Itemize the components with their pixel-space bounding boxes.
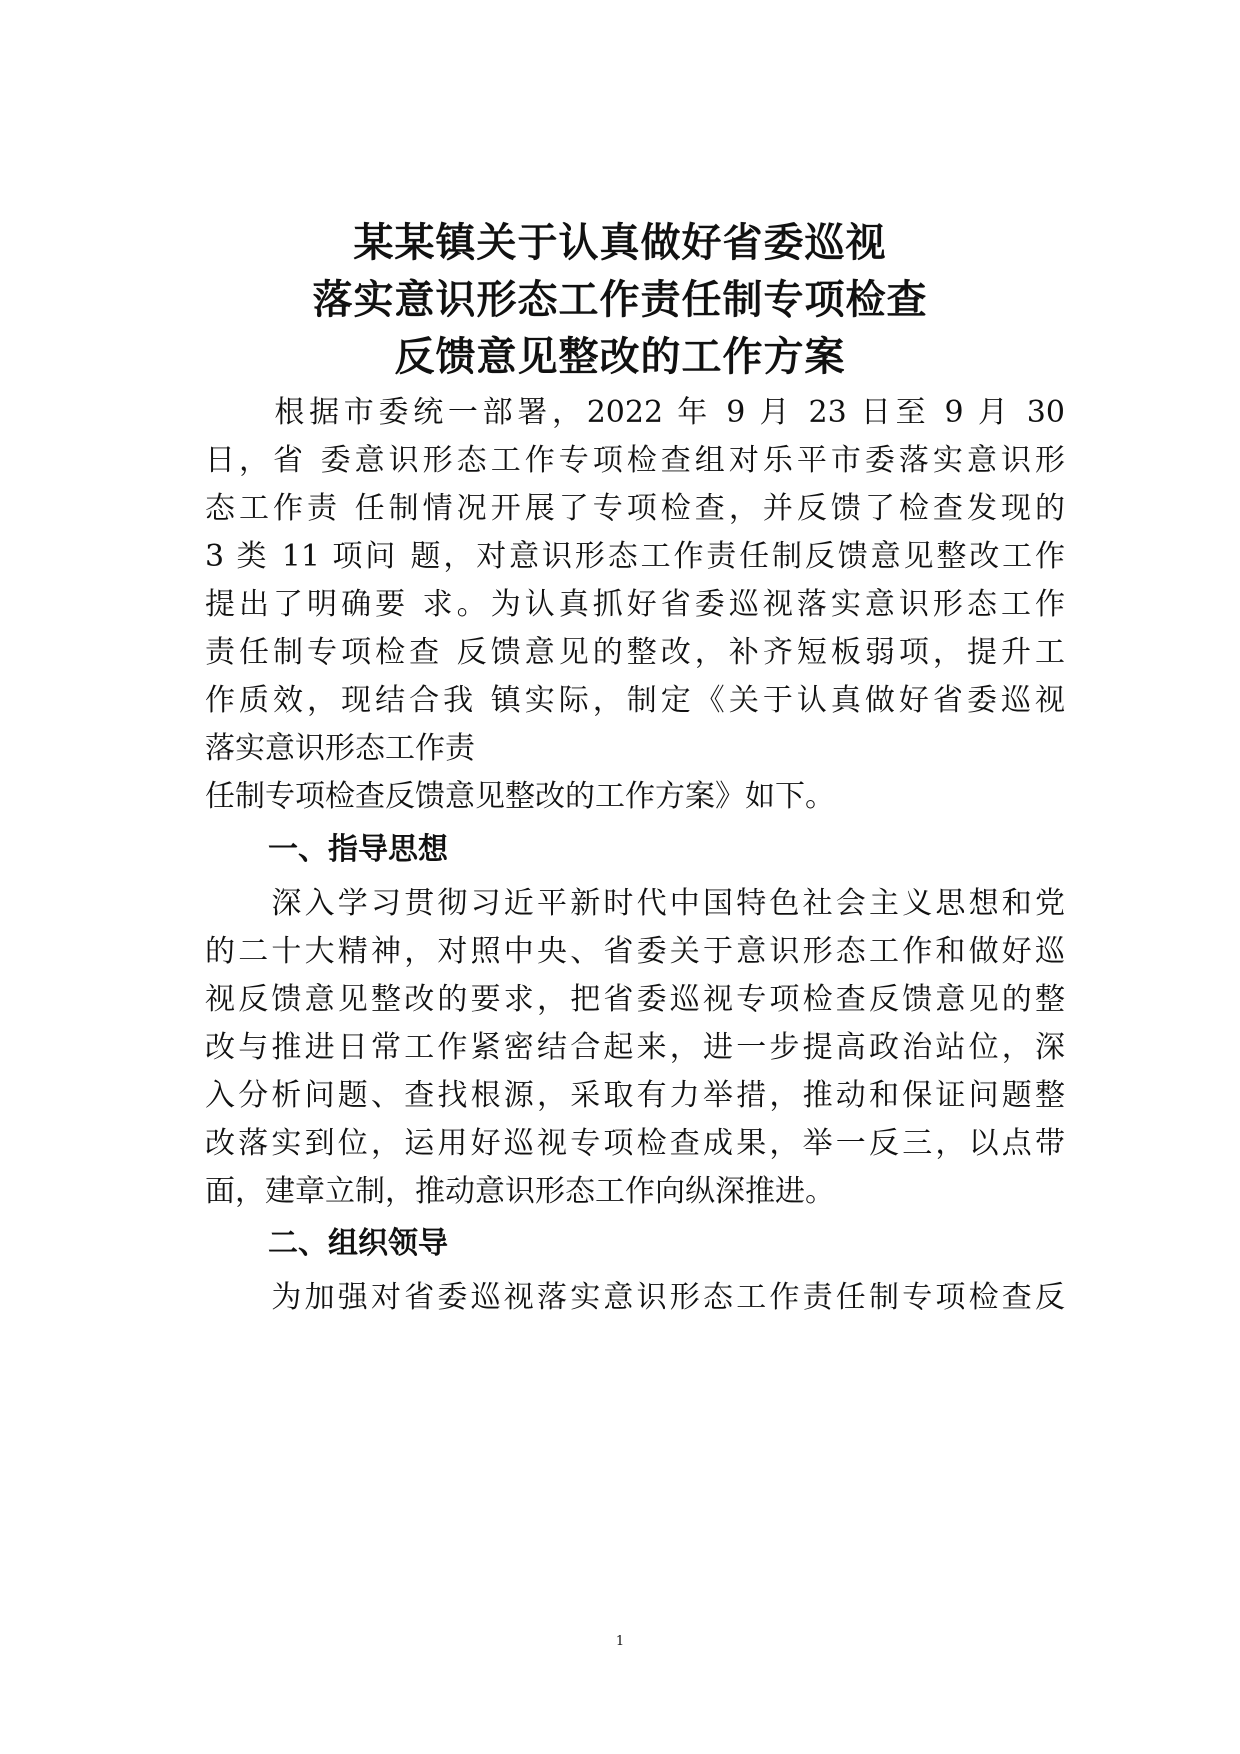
section-1-line: 改落实到位，运用好巡视专项检查成果，举一反三，以点带: [205, 1126, 1065, 1161]
intro-line: 日，省 委意识形态工作专项检查组对乐平市委落实意识形: [205, 443, 1065, 478]
section-1-line: 改与推进日常工作紧密结合起来，进一步提高政治站位，深: [205, 1030, 1065, 1065]
intro-line: 责任制专项检查 反馈意见的整改，补齐短板弱项，提升工: [205, 635, 1065, 670]
page-number: 1: [615, 1634, 625, 1649]
intro-line: 作质效，现结合我 镇实际，制定《关于认真做好省委巡视: [205, 683, 1065, 718]
section-1-line: 面，建章立制，推动意识形态工作向纵深推进。: [205, 1174, 835, 1209]
intro-line: 任制专项检查反馈意见整改的工作方案》如下。: [205, 779, 835, 814]
section-1-line: 的二十大精神，对照中央、省委关于意识形态工作和做好巡: [205, 934, 1065, 969]
section-heading-guiding-ideology: 一、指导思想: [268, 832, 448, 867]
intro-line: 3 类 11 项问 题，对意识形态工作责任制反馈意见整改工作: [205, 539, 1065, 574]
section-1-line: 入分析问题、查找根源，采取有力举措，推动和保证问题整: [205, 1078, 1065, 1113]
intro-line: 提出了明确要 求。为认真抓好省委巡视落实意识形态工作: [205, 587, 1065, 622]
section-1-line: 视反馈意见整改的要求，把省委巡视专项检查反馈意见的整: [205, 982, 1065, 1017]
section-1-line: 深入学习贯彻习近平新时代中国特色社会主义思想和党: [205, 886, 1065, 921]
intro-line: 态工作责 任制情况开展了专项检查，并反馈了检查发现的: [205, 491, 1065, 526]
document-title-line-3: 反馈意见整改的工作方案: [394, 334, 846, 380]
document-title-line-1: 某某镇关于认真做好省委巡视: [353, 220, 887, 266]
section-heading-organization-leadership: 二、组织领导: [268, 1226, 448, 1261]
intro-line: 根据市委统一部署，2022 年 9 月 23 日至 9 月 30: [205, 395, 1065, 430]
section-2-line: 为加强对省委巡视落实意识形态工作责任制专项检查反: [205, 1280, 1065, 1315]
document-title-line-2: 落实意识形态工作责任制专项检查: [312, 277, 928, 323]
intro-line: 落实意识形态工作责: [205, 731, 475, 766]
